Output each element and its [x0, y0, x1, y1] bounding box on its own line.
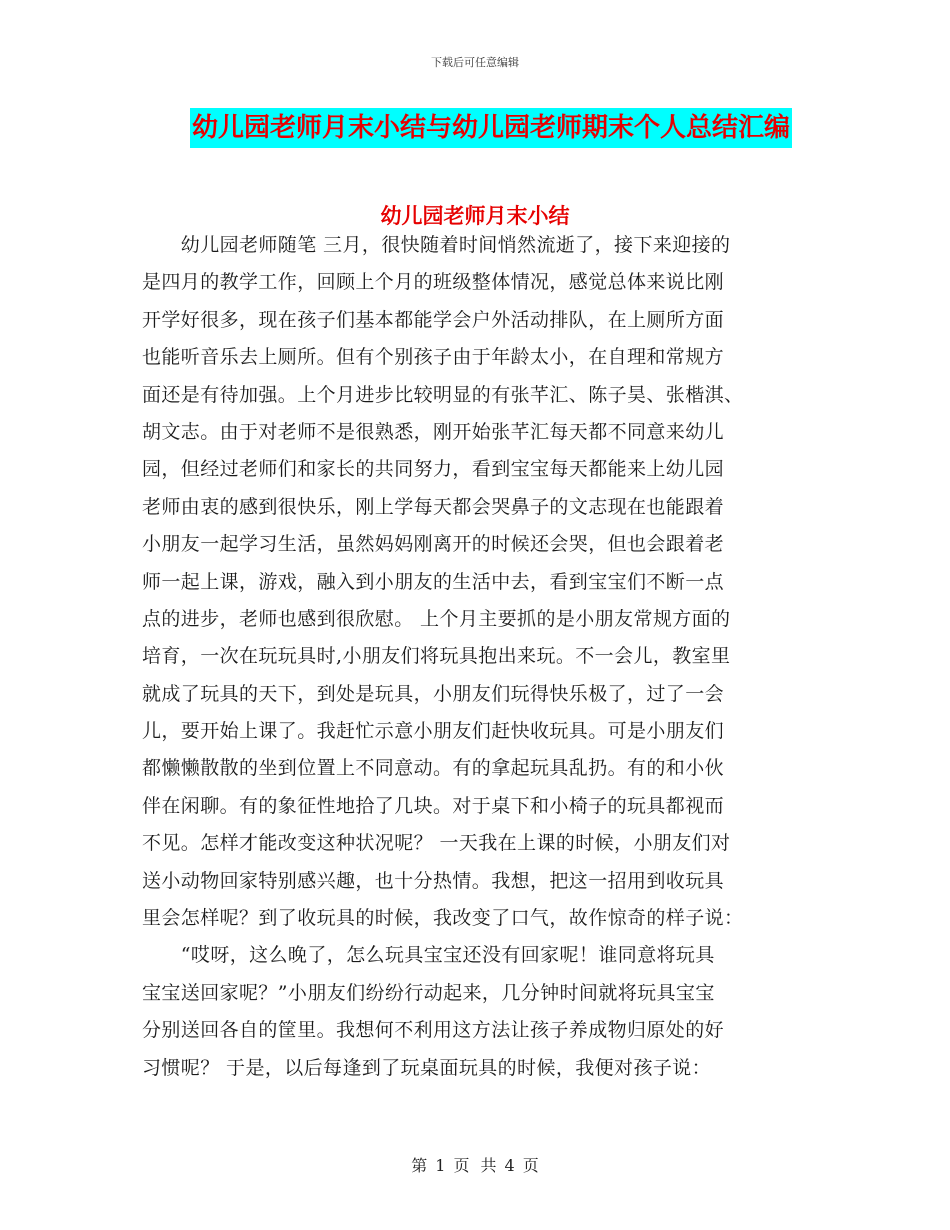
body-line: 不见。怎样才能改变这种状况呢？ 一天我在上课的时候，小朋友们对 [142, 832, 731, 855]
body-line: 小朋友一起学习生活，虽然妈妈刚离开的时候还会哭，但也会跟着老 [142, 533, 725, 556]
page-footer [0, 1153, 950, 1176]
body-line: 宝宝送回家呢？”小朋友们纷纷行动起来，几分钟时间就将玩具宝宝 [142, 981, 715, 1004]
body-line: 面还是有待加强。上个月进步比较明显的有张芊汇、陈子昊、张楷淇、 [142, 383, 744, 406]
body-line: 胡文志。由于对老师不是很熟悉，刚开始张芊汇每天都不同意来幼儿 [142, 420, 725, 443]
body-line: 里会怎样呢？到了收玩具的时候，我改变了口气，故作惊奇的样子说： [142, 907, 744, 930]
body-line: 都懒懒散散的坐到位置上不同意动。有的拿起玩具乱扔。有的和小伙 [142, 757, 725, 780]
footer-mid: 页 共 [453, 1156, 497, 1175]
main-title: 幼儿园老师月末小结与幼儿园老师期末个人总结汇编 [190, 108, 792, 148]
body-text [142, 227, 812, 1087]
body-line: 也能听音乐去上厕所。但有个别孩子由于年龄太小，在自理和常规方 [142, 346, 725, 369]
footer-suffix: 页 [522, 1156, 539, 1175]
header-note: 下载后可任意编辑 [431, 56, 519, 69]
main-title-container [190, 108, 810, 148]
body-line: 分别送回各自的筐里。我想何不利用这方法让孩子养成物归原处的好 [142, 1019, 725, 1042]
body-line: 就成了玩具的天下，到处是玩具，小朋友们玩得快乐极了，过了一会 [142, 682, 725, 705]
footer-page-number: 1 [435, 1156, 446, 1175]
body-line: 老师由衷的感到很快乐，刚上学每天都会哭鼻子的文志现在也能跟着 [142, 495, 725, 518]
body-line: 是四月的教学工作，回顾上个月的班级整体情况，感觉总体来说比刚 [142, 271, 725, 294]
body-line: 幼儿园老师随笔 三月，很快随着时间悄然流逝了，接下来迎接的 [142, 234, 731, 256]
section-title: 幼儿园老师月末小结 [380, 204, 570, 228]
body-line: 送小动物回家特别感兴趣，也十分热情。我想，把这一招用到收玩具 [142, 869, 725, 892]
body-line: 开学好很多，现在孩子们基本都能学会户外活动排队，在上厕所方面 [142, 308, 725, 331]
footer-prefix: 第 [411, 1156, 428, 1175]
body-line: 师一起上课，游戏，融入到小朋友的生活中去，看到宝宝们不断一点 [142, 570, 725, 593]
body-line: 园，但经过老师们和家长的共同努力，看到宝宝每天都能来上幼儿园 [142, 458, 725, 481]
body-line: 点的进步，老师也感到很欣慰。 上个月主要抓的是小朋友常规方面的 [142, 607, 731, 630]
body-line: 习惯呢？ 于是，以后每逢到了玩桌面玩具的时候，我便对孩子说： [142, 1056, 712, 1079]
body-line: 培育，一次在玩玩具时,小朋友们将玩具抱出来玩。不一会儿，教室里 [142, 645, 731, 668]
body-line: 伴在闲聊。有的象征性地拾了几块。对于桌下和小椅子的玩具都视而 [142, 794, 725, 817]
body-line: 儿，要开始上课了。我赶忙示意小朋友们赶快收玩具。可是小朋友们 [142, 720, 725, 743]
footer-total-pages: 4 [504, 1156, 515, 1175]
body-line: “哎呀，这么晚了，怎么玩具宝宝还没有回家呢！谁同意将玩具 [142, 944, 715, 967]
